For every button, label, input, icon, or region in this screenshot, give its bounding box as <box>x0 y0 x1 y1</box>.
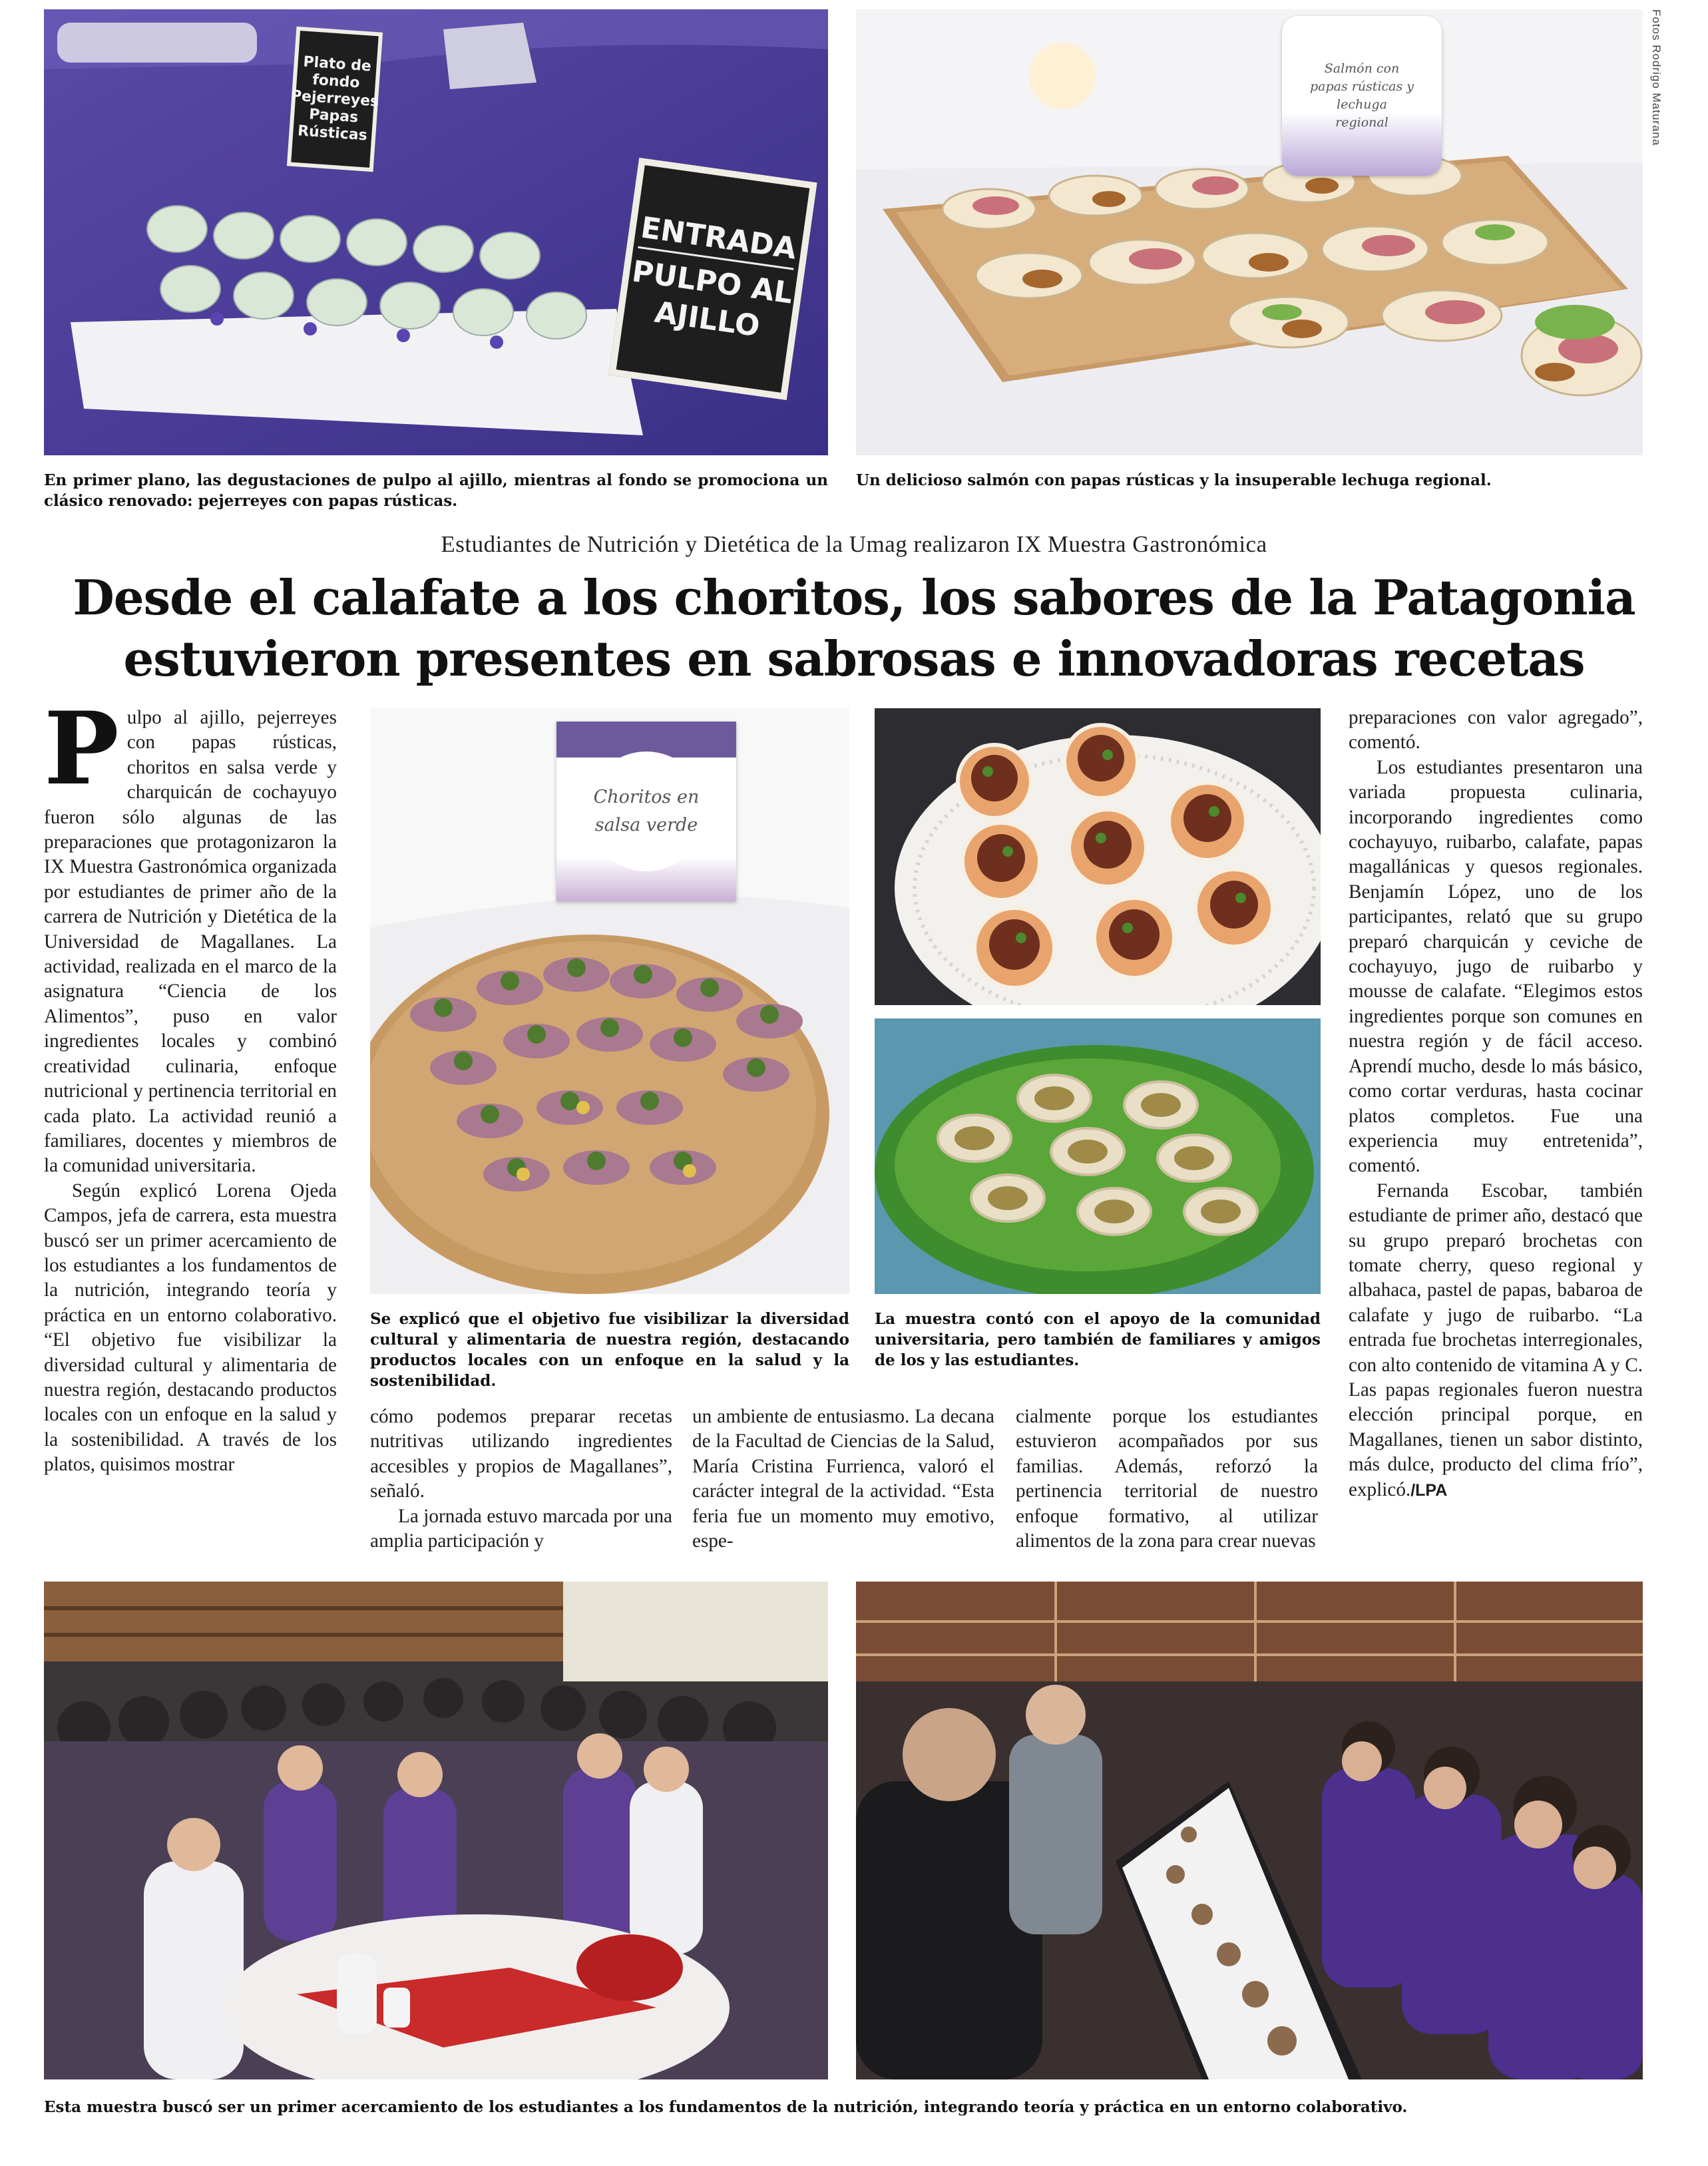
photo-charquican-cups <box>875 708 1321 1005</box>
article-paragraph-1 <box>44 690 337 1179</box>
article-paragraph-8: Los estudiantes presentaron una variada propuesta culinaria, incorporando ingredientes como cochayuyo, ruibarbo, calafate, papas magallánicas y quesos regionales. Benjamín López, uno de los participantes, relató que su grupo preparó charquicán y ceviche de cochayuyo, jugo de ruibarbo y mousse de calafate. “Elegimos estos ingredientes porque son comunes en nuestra región y de fácil acceso. Aprendí mucho, desde lo más básico, como cortar verduras, hasta cocinar platos completos. Fue una experiencia muy entretenida”, comentó. <box>1349 756 1643 1177</box>
article-column-5 <box>1349 706 1643 1503</box>
photo-cups-graphic <box>875 708 1321 1005</box>
card-choritos <box>556 722 736 901</box>
photo-crowd-left-graphic <box>44 1582 828 2079</box>
sign-plato-de-fondo-text: Plato de fondo Pejerreyes Papas Rústicas <box>290 53 379 144</box>
article-paragraph-1-text: ulpo al ajillo, pejerreyes con papas rústicas, choritos en salsa verde y charquicán de cochayuyo fueron sólo algunas de las preparaciones que protagonizaron la IX Muestra Gastronómica organizada por estudiantes de primer año de la carrera de Nutrición y Dietética de la Universidad de Magallanes. La actividad, realizada en el marco de la asignatura “Ciencia de los Alimentos”, puso en valor ingredientes locales y combinó creatividad culinaria, enfoque nutricional y pertinencia territorial en cada plato. La actividad reunió a familiares, docentes y miembros de la comunidad universitaria. <box>44 707 337 1177</box>
caption-photo-5: La muestra contó con el apoyo de la comunidad universitaria, pero también de familiares y amigos de los y las estudiantes. <box>875 1310 1321 1369</box>
caption-photo-3: Se explicó que el objetivo fue visibilizar la diversidad cultural y alimentaria de nuestra región, destacando productos locales con un enfoque en la salud y la sostenibilidad. <box>370 1310 849 1390</box>
sign-entrada-body: PULPO AL AJILLO <box>630 254 795 343</box>
article-paragraph-2: Según explicó Lorena Ojeda Campos, jefa de carrera, esta muestra buscó ser un primer acercamiento de los estudiantes a los fundamentos de la nutrición, integrando teoría y práctica en un entorno colaborativo. “El objetivo fue visibilizar la diversidad cultural y alimentaria de nuestra región, destacando productos locales con un enfoque en la salud y la sostenibilidad. A través de los platos, quisimos mostrar <box>44 1180 337 1476</box>
article-paragraph-9 <box>1349 1179 1643 1503</box>
article-paragraph-9-text: Fernanda Escobar, también estudiante de primer año, destacó que su grupo preparó brochetas con tomate cherry, queso regional y albahaca, pastel de papas, babaroa de calafate y jugo de ruibarbo. “La entrada fue brochetas interregionales, con alto contenido de vitamina A y C. Las papas regionales fueron nuestra elección principal porque, en Magallanes, tienen un sabor distinto, más dulce, producto del clima frío”, explicó. <box>1349 1180 1643 1500</box>
article-paragraph-3: cómo podemos preparar recetas nutritivas utilizando ingredientes accesibles y propios de Magallanes”, señaló. <box>370 1406 672 1502</box>
card-salmon <box>1282 16 1442 176</box>
article-paragraph-7: preparaciones con valor agregado”, comentó. <box>1349 707 1643 754</box>
headline-line-1: Desde el calafate a los choritos, los sabores de la Patagonia <box>73 569 1635 626</box>
sign-entrada-pulpo <box>608 158 817 400</box>
photo-choritos <box>370 708 849 1294</box>
card-salmon-text: Salmón con papas rústicas y lechuga regional <box>1309 61 1414 130</box>
photo-crowd-left <box>44 1582 828 2079</box>
photo-credit: Fotos Rodrigo Maturana <box>1650 9 1663 146</box>
sign-plato-de-fondo <box>287 27 383 172</box>
card-choritos-text: Choritos en salsa verde <box>586 752 706 871</box>
article-column-1 <box>44 690 337 1571</box>
article-column-2 <box>370 1405 672 1554</box>
dropcap: P <box>44 690 119 807</box>
article-paragraph-5: un ambiente de entusiasmo. La decana de la Facultad de Ciencias de la Salud, María Cristina Furrienca, valoró el carácter integral de la actividad. “Esta feria fue un momento muy emotivo, espe- <box>692 1406 994 1552</box>
article-column-4 <box>1016 1405 1318 1554</box>
sign-entrada-title: ENTRADA <box>638 209 799 270</box>
photo-salmon <box>856 9 1643 455</box>
article-column-3 <box>692 1405 994 1554</box>
article-headline <box>40 567 1668 690</box>
photo-crowd-right-graphic <box>856 1582 1643 2079</box>
article-paragraph-6: cialmente porque los estudiantes estuvieron acompañados por sus familias. Además, reforzó la pertinencia territorial de nuestro enfoque formativo, al utilizar alimentos de la zona para crear nuevas <box>1016 1406 1318 1552</box>
article-kicker: Estudiantes de Nutrición y Dietética de la Umag realizaron IX Muestra Gastronómica <box>441 531 1267 557</box>
photo-shells <box>875 1018 1321 1294</box>
caption-photo-1: En primer plano, las degustaciones de pulpo al ajillo, mientras al fondo se promociona un clásico renovado: pejerreyes con papas rústicas. <box>44 471 828 510</box>
photo-pulpo-al-ajillo <box>44 9 828 455</box>
photo-shells-graphic <box>875 1018 1321 1294</box>
photo-crowd-right <box>856 1582 1643 2079</box>
caption-photo-6: Esta muestra buscó ser un primer acercamiento de los estudiantes a los fundamentos de la nutrición, integrando teoría y práctica en un entorno colaborativo. <box>44 2098 1408 2116</box>
headline-line-2: estuvieron presentes en sabrosas e innovadoras recetas <box>123 630 1585 687</box>
caption-photo-2: Un delicioso salmón con papas rústicas y la insuperable lechuga regional. <box>856 471 1492 489</box>
article-paragraph-4: La jornada estuvo marcada por una amplia participación y <box>370 1505 672 1552</box>
article-signature: /LPA <box>1410 1480 1448 1500</box>
photo-salmon-graphic <box>856 9 1643 455</box>
